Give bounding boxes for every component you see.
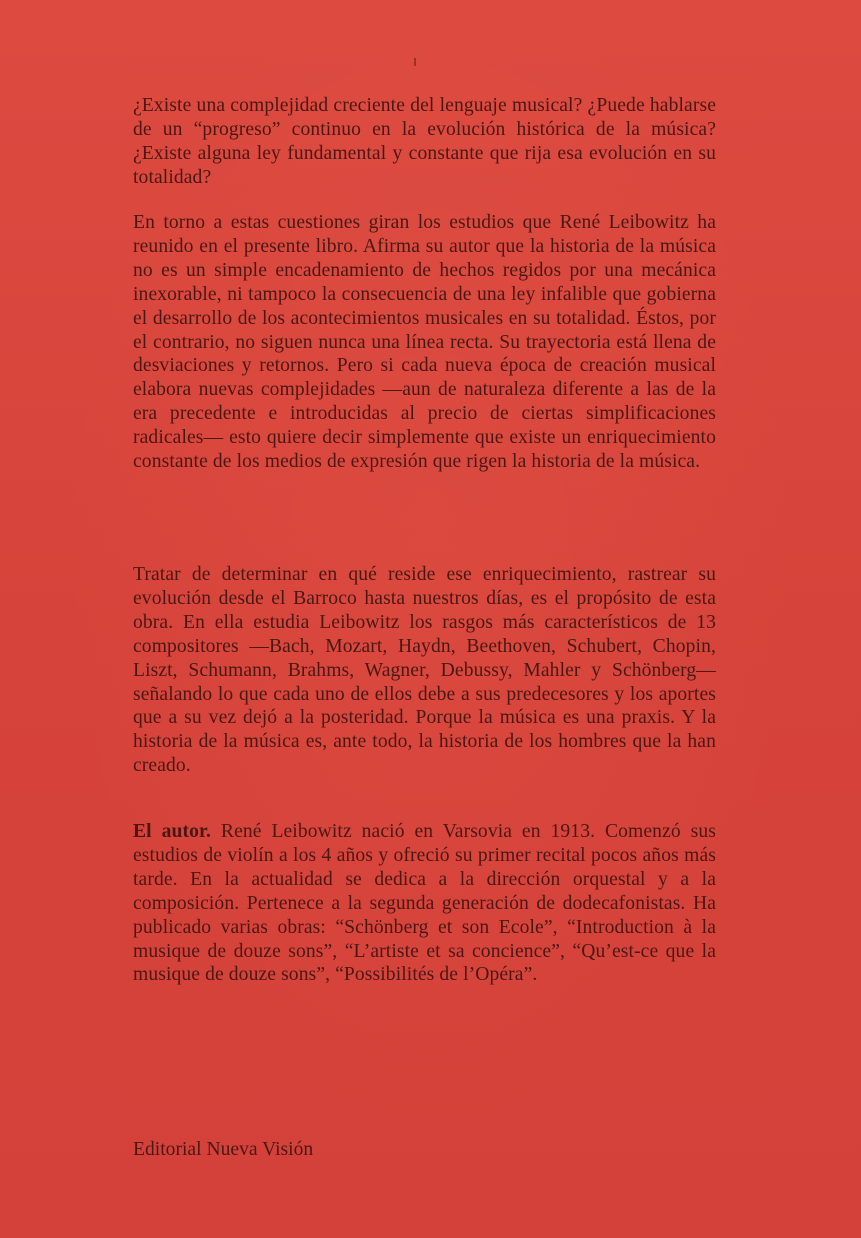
intro-questions-paragraph: ¿Existe una complejidad creciente del lenguaje musical? ¿Puede hablarse de un “progreso” continuo en la evolución histórica de la música? ¿Existe alguna ley fundamental y constante que rija esa evolución en su totalidad? bbox=[133, 95, 716, 188]
author-bio-paragraph bbox=[133, 820, 716, 987]
book-purpose-paragraph: Tratar de determinar en qué reside ese enriquecimiento, rastrear su evolución desde el Barroco hasta nuestros días, es el propósito de esta obra. En ella estudia Leibowitz los rasgos más característicos de 13 compositores —Bach, Mozart, Haydn, Beethoven, Schubert, Chopin, Liszt, Schumann, Brahms, Wagner, Debussy, Mahler y Schönberg— señalando lo que cada uno de ellos debe a sus predecesores y los aportes que a su vez dejó a la posteridad. Porque la música es una praxis. Y la historia de la música es, ante todo, la historia de los hombres que la han creado. bbox=[133, 564, 716, 777]
print-speck bbox=[414, 58, 416, 66]
publisher-name: Editorial Nueva Visión bbox=[133, 1139, 314, 1160]
book-summary-paragraph: En torno a estas cuestiones giran los estudios que René Leibowitz ha reunido en el presente libro. Afirma su autor que la historia de la música no es un simple encadenamiento de hechos regidos por una mecánica inexorable, ni tampoco la consecuencia de una ley infalible que gobierna el desarrollo de los acontecimientos musicales en su totalidad. Éstos, por el contrario, no siguen nunca una línea recta. Su trayectoria está llena de desviaciones y retornos. Pero si cada nueva época de creación musical elabora nuevas complejidades —aun de naturaleza diferente a las de la era precedente e introducidas al precio de ciertas simplificaciones radicales— esto quiere decir simplemente que existe un enriquecimiento constante de los medios de expresión que rigen la historia de la música. bbox=[133, 212, 716, 473]
author-bio-lead: El autor. bbox=[133, 821, 212, 842]
author-bio-text: René Leibowitz nació en Varsovia en 1913. Comenzó sus estudios de violín a los 4 años y ofreció su primer recital pocos años más tarde. En la actualidad se dedica a la dirección orquestal y a la composición. Pertenece a la segunda generación de dodecafonistas. Ha publicado varias obras: “Schönberg et son Ecole”, “Introduction à la musique de douze sons”, “L’artiste et sa concience”, “Qu’est-ce que la musique de douze sons”, “Possibilités de l’Opéra”. bbox=[133, 821, 717, 986]
